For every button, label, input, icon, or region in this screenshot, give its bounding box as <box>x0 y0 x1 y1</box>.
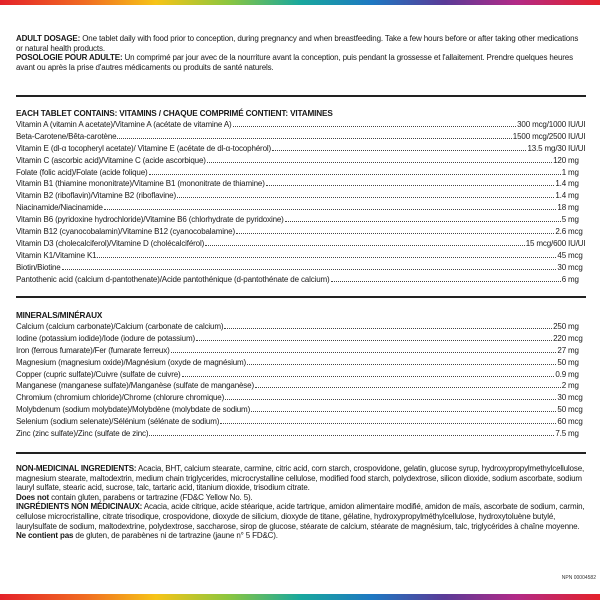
dot-leader <box>207 162 552 163</box>
dosage-french: POSOLOGIE POUR ADULTE: Un comprimé par jour avec de la nourriture avant la conception, puis pendant la grossesse et l'allaitement. Prendre quelques heures avant ou après la prise d'autres médicaments ou produits de santé naturels. <box>16 53 573 72</box>
dot-leader <box>224 328 552 329</box>
mineral-row <box>16 392 586 404</box>
dot-leader <box>205 245 525 246</box>
nutrient-name: Vitamin K1/Vitamine K1 <box>16 250 97 260</box>
vitamin-row <box>16 119 586 131</box>
nutrient-name: Vitamin C (ascorbic acid)/Vitamine C (acide ascorbique) <box>16 155 206 165</box>
vitamin-row <box>16 155 586 167</box>
nutrient-name: Folate (folic acid)/Folate (acide folique) <box>16 167 148 177</box>
nutrient-name: Chromium (chromium chloride)/Chrome (chlorure chromique) <box>16 393 225 403</box>
nutrient-name: Vitamin E (dl-α tocopheryl acetate)/ Vitamine E (acétate de dl-α-tocophérol) <box>16 143 272 153</box>
nutrient-name: Iron (ferrous fumarate)/Fer (fumarate ferreux) <box>16 345 170 355</box>
nutrient-name: Beta-Carotene/Bêta-carotène <box>16 131 117 141</box>
nutrient-unit: mg <box>568 345 579 355</box>
nutrient-quantity: 1 <box>561 167 566 177</box>
dot-leader <box>251 411 556 412</box>
mineral-row <box>16 321 586 333</box>
nutrient-name: Vitamin B1 (thiamine mononitrate)/Vitamine B1 (mononitrate de thiamine) <box>16 179 265 189</box>
nutrient-unit: mg <box>568 155 579 165</box>
nutrient-name: Vitamin B6 (pyridoxine hydrochloride)/Vitamine B6 (chlorhydrate de pyridoxine) <box>16 215 284 225</box>
nutrient-quantity: 7.5 <box>555 429 566 439</box>
nutrient-name: Vitamin B12 (cyanocobalamin)/Vitamine B12 (cyanocobalamine) <box>16 227 235 237</box>
nutrient-name: Zinc (zinc sulfate)/Zinc (sulfate de zinc) <box>16 429 149 439</box>
divider-middle <box>16 296 586 298</box>
vitamin-row <box>16 214 586 226</box>
nutrient-name: Biotin/Biotine <box>16 262 61 272</box>
nutrient-quantity: 50 <box>557 357 566 367</box>
vitamin-row <box>16 202 586 214</box>
vitamin-row <box>16 238 586 250</box>
nutrient-name: Molybdenum (sodium molybdate)/Molybdène (molybdate de sodium) <box>16 405 251 415</box>
vitamin-row <box>16 143 586 155</box>
vitamins-list <box>16 119 586 285</box>
ingredients-section <box>16 464 586 541</box>
dot-leader <box>196 340 552 341</box>
nutrient-quantity: 18 <box>557 203 566 213</box>
dot-leader <box>97 257 556 258</box>
nutrient-quantity: 1.4 <box>555 191 566 201</box>
nutrient-unit: mg <box>568 274 579 284</box>
dot-leader <box>220 423 556 424</box>
dot-leader <box>272 150 526 151</box>
nutrient-name: Selenium (sodium selenate)/Sélénium (sélénate de sodium) <box>16 417 220 427</box>
nutrient-unit: IU/UI <box>568 131 586 141</box>
nutrient-unit: mg <box>568 191 579 201</box>
minerals-section <box>16 310 586 440</box>
nutrient-unit: mg <box>568 429 579 439</box>
vitamin-row <box>16 250 586 262</box>
nutrient-quantity: 5 <box>561 215 566 225</box>
nutrient-name: Pantothenic acid (calcium d-pantothenate)/Acide pantothénique (d-pantothénate de calcium) <box>16 274 330 284</box>
nutrient-quantity: 13.5 mg/30 <box>527 143 566 153</box>
nutrient-name: Vitamin D3 (cholecalciferol)/Vitamine D (cholécalciférol) <box>16 238 205 248</box>
dot-leader <box>255 387 561 388</box>
nutrient-unit: mcg <box>568 393 583 403</box>
nutrient-unit: mg <box>568 167 579 177</box>
dot-leader <box>149 435 554 436</box>
divider-top <box>16 95 586 97</box>
dot-leader <box>177 197 554 198</box>
dot-leader <box>62 269 557 270</box>
ingredients-french: INGRÉDIENTS NON MÉDICINAUX: Acacia, acide citrique, acide stéarique, acide tartrique, amidon alimentaire modifié, amidon de maïs, ascorbate de sodium, carmin, cellulose microcristalline, citrate trisodique, crospovidone, dioxyde de silicium, dioxyde de titane, gélatine, hydroxypropylméthylcellulose, hydroxytoluène butylé, laurylsulfate de sodium, maltodextrine, polydextrose, saccharose, sirop de glucose, stéarate de calcium, stéarate de magnésium, talc, triglycérides à chaîne moyenne. <box>16 502 585 531</box>
nutrient-name: Iodine (potassium iodide)/Iode (iodure de potassium) <box>16 333 195 343</box>
nutrient-unit: mcg <box>568 227 583 237</box>
nutrient-quantity: 27 <box>557 345 566 355</box>
vitamin-row <box>16 178 586 190</box>
nutrient-unit: mg <box>568 322 579 331</box>
contains-french: Ne contient pas de gluten, de parabènes ni de tartrazine (jaune n° 5 FD&C). <box>16 531 278 541</box>
nutrient-quantity: 60 <box>557 417 566 427</box>
mineral-row <box>16 333 586 345</box>
nutrient-quantity: 15 mcg/600 <box>525 238 566 248</box>
dot-leader <box>285 221 561 222</box>
mineral-row <box>16 404 586 416</box>
vitamin-row <box>16 226 586 238</box>
nutrient-name: Manganese (manganese sulfate)/Manganèse (sulfate de manganèse) <box>16 381 254 391</box>
rainbow-stripe-bottom <box>0 594 600 600</box>
dot-leader <box>182 376 555 377</box>
nutrient-quantity: 6 <box>561 274 566 284</box>
vitamin-row <box>16 274 586 286</box>
contains-english: Does not contain gluten, parabens or tartrazine (FD&C Yellow No. 5). <box>16 492 253 502</box>
nutrient-unit: mg <box>568 357 579 367</box>
dot-leader <box>266 185 555 186</box>
nutrient-quantity: 1.4 <box>555 179 566 189</box>
minerals-list <box>16 321 586 440</box>
dot-leader <box>233 126 517 127</box>
nutrient-quantity: 0.9 <box>555 369 566 379</box>
nutrient-name: Magnesium (magnesium oxide)/Magnésium (oxyde de magnésium) <box>16 357 247 367</box>
npn-number: NPN 00004582 <box>561 575 596 581</box>
dot-leader <box>236 233 554 234</box>
nutrient-name: Vitamin B2 (riboflavin)/Vitamine B2 (riboflavine) <box>16 191 176 201</box>
nutrient-unit: mcg <box>568 417 583 427</box>
nutrient-quantity: 120 <box>553 155 566 165</box>
nutrient-quantity: 2 <box>561 381 566 391</box>
mineral-row <box>16 416 586 428</box>
dot-leader <box>331 281 561 282</box>
nutrient-unit: IU/UI <box>568 120 586 129</box>
nutrient-quantity: 250 <box>553 322 566 331</box>
nutrient-unit: mg <box>568 179 579 189</box>
dot-leader <box>104 209 557 210</box>
dosage-section <box>16 34 586 72</box>
nutrient-name: Copper (cupric sulfate)/Cuivre (sulfate de cuivre) <box>16 369 181 379</box>
nutrient-quantity: 300 mcg/1000 <box>517 120 566 129</box>
nutrient-quantity: 50 <box>557 405 566 415</box>
vitamin-row <box>16 190 586 202</box>
nutrient-unit: mg <box>568 215 579 225</box>
mineral-row <box>16 428 586 440</box>
nutrient-unit: IU/UI <box>568 238 586 248</box>
vitamin-row <box>16 131 586 143</box>
ingredients-english: NON-MEDICINAL INGREDIENTS: Acacia, BHT, calcium stearate, carmine, citric acid, corn starch, crospovidone, gelatin, glucose syrup, hydroxypropylmethylcellulose, magnesium stearate, maltodextrin, medium chain triglycerides, microcrystalline cellulose, modified food starch, polydextrose, silicon dioxide, sodium ascorbate, sodium lauryl sulfate, stearic acid, sucrose, talc, tartaric acid, titanium dioxide, trisodium citrate. <box>16 464 585 493</box>
mineral-row <box>16 380 586 392</box>
nutrient-quantity: 30 <box>557 393 566 403</box>
divider-bottom <box>16 452 586 454</box>
nutrient-name: Niacinamide/Niacinamide <box>16 203 103 213</box>
dot-leader <box>247 364 556 365</box>
mineral-row <box>16 345 586 357</box>
dot-leader <box>149 174 561 175</box>
nutrient-unit: mcg <box>568 262 583 272</box>
nutrient-name: Vitamin A (vitamin A acetate)/Vitamine A (acétate de vitamine A) <box>16 120 232 129</box>
dosage-english: ADULT DOSAGE: One tablet daily with food prior to conception, during pregnancy and when breastfeeding. Take a few hours before or after taking other medications or natural health products. <box>16 34 579 53</box>
nutrient-unit: mcg <box>568 405 583 415</box>
rainbow-stripe-top <box>0 0 600 5</box>
nutrient-unit: mg <box>568 203 579 213</box>
nutrient-quantity: 2.6 <box>555 227 566 237</box>
nutrient-quantity: 1500 mcg/2500 <box>512 131 566 141</box>
nutrient-unit: mg <box>568 369 579 379</box>
nutrient-unit: mcg <box>568 250 583 260</box>
dot-leader <box>225 399 556 400</box>
nutrient-unit: IU/UI <box>568 143 586 153</box>
minerals-heading: MINERALS/MINÉRAUX <box>16 311 103 320</box>
nutrient-name: Calcium (calcium carbonate)/Calcium (carbonate de calcium) <box>16 322 224 331</box>
nutrient-unit: mcg <box>568 333 583 343</box>
nutrient-quantity: 45 <box>557 250 566 260</box>
vitamin-row <box>16 167 586 179</box>
vitamins-heading: EACH TABLET CONTAINS: VITAMINS / CHAQUE COMPRIMÉ CONTIENT: VITAMINES <box>16 109 333 118</box>
vitamin-row <box>16 262 586 274</box>
nutrient-quantity: 30 <box>557 262 566 272</box>
nutrient-unit: mg <box>568 381 579 391</box>
mineral-row <box>16 357 586 369</box>
vitamins-section <box>16 108 586 285</box>
dot-leader <box>171 352 557 353</box>
dot-leader <box>117 138 511 139</box>
nutrient-quantity: 220 <box>553 333 566 343</box>
mineral-row <box>16 369 586 381</box>
